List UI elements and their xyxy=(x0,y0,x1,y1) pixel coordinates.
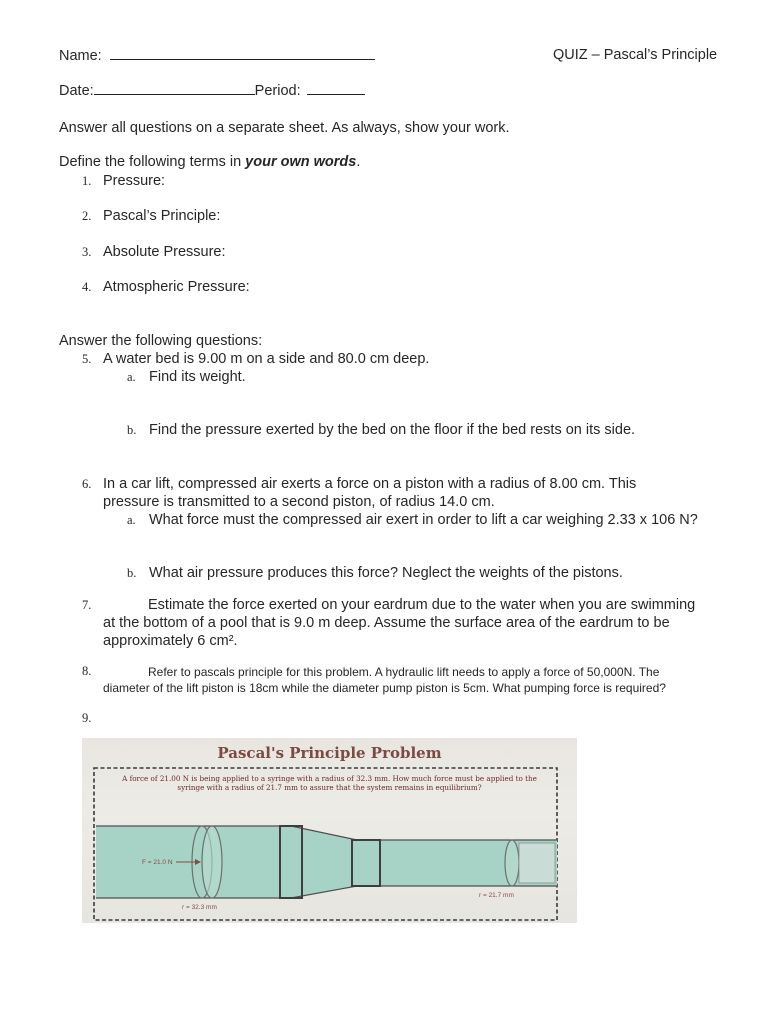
define-heading xyxy=(59,153,360,171)
question-7-line-2: at the bottom of a pool that is 9.0 m deep. Assume the surface area of the eardrum to be xyxy=(103,615,670,631)
questions-heading: Answer the following questions: xyxy=(59,333,263,349)
date-period-row xyxy=(59,81,365,100)
question-7-number: 7. xyxy=(82,598,92,612)
question-text: A water bed is 9.00 m on a side and 80.0 cm deep. xyxy=(103,351,430,367)
term-1 xyxy=(82,172,165,190)
term-2 xyxy=(82,207,220,225)
question-5 xyxy=(82,350,429,368)
term-number: 4. xyxy=(82,280,92,294)
quiz-title: QUIZ – Pascal’s Principle xyxy=(553,47,718,63)
date-blank[interactable] xyxy=(94,81,255,95)
photo-problem-text: A force of 21.00 N is being applied to a syringe with a radius of 32.3 mm. How much force must be applied to the syringe with a radius of 21.7 mm to assure that the system remains in equilibrium? xyxy=(122,774,537,792)
name-label: Name: xyxy=(59,48,102,64)
question-text-line-1: In a car lift, compressed air exerts a force on a piston with a radius of 8.00 cm. This xyxy=(103,476,637,492)
date-label: Date: xyxy=(59,83,94,99)
question-8-line-2: diameter of the lift piston is 18cm while the diameter pump piston is 5cm. What pumping force is required? xyxy=(103,681,666,695)
subpart-text: Find the pressure exerted by the bed on the floor if the bed rests on its side. xyxy=(149,422,636,438)
question-5b xyxy=(127,421,635,439)
syringe-problem-photo xyxy=(82,738,577,923)
question-7-line-3: approximately 6 cm². xyxy=(103,633,238,649)
subpart-text: What force must the compressed air exert in order to lift a car weighing 2.33 x 106 N? xyxy=(149,512,698,528)
term-text: Atmospheric Pressure: xyxy=(103,279,250,295)
term-3 xyxy=(82,243,226,261)
force-label: F = 21.0 N xyxy=(142,859,173,866)
period-label: Period: xyxy=(254,83,301,99)
question-9-number: 9. xyxy=(82,711,92,725)
subpart-letter: b. xyxy=(127,423,137,437)
left-radius-label: r = 32.3 mm xyxy=(182,904,217,911)
define-suffix: . xyxy=(356,154,361,170)
term-number: 2. xyxy=(82,209,92,223)
question-6a xyxy=(127,511,698,529)
term-text: Pascal’s Principle: xyxy=(103,208,221,224)
question-number: 5. xyxy=(82,352,92,366)
question-6b xyxy=(127,564,623,582)
term-text: Pressure: xyxy=(103,173,166,189)
subpart-letter: a. xyxy=(127,370,136,384)
question-8-number: 8. xyxy=(82,664,92,678)
term-number: 1. xyxy=(82,174,92,188)
term-number: 3. xyxy=(82,245,92,259)
name-blank[interactable] xyxy=(110,46,375,60)
define-prefix: Define the following terms in xyxy=(59,154,246,170)
subpart-text: Find its weight. xyxy=(149,369,246,385)
question-number: 6. xyxy=(82,477,92,491)
subpart-letter: b. xyxy=(127,566,137,580)
question-5a xyxy=(127,368,246,386)
question-7-line-1: Estimate the force exerted on your eardrum due to the water when you are swimming xyxy=(148,597,696,613)
term-text: Absolute Pressure: xyxy=(103,244,226,260)
right-radius-label: r = 21.7 mm xyxy=(479,892,514,899)
left-piston-face xyxy=(202,826,222,898)
instructions: Answer all questions on a separate sheet. As always, show your work. xyxy=(59,120,510,136)
question-8-line-1: Refer to pascals principle for this problem. A hydraulic lift needs to apply a force of 50,000N. The xyxy=(148,665,660,679)
question-6 xyxy=(82,475,636,493)
period-blank[interactable] xyxy=(307,81,365,95)
syringe-diagram xyxy=(82,738,577,923)
right-piston-face xyxy=(505,840,519,886)
question-text-line-2: pressure is transmitted to a second piston, of radius 14.0 cm. xyxy=(103,494,495,510)
photo-title: Pascal's Principle Problem xyxy=(217,744,442,762)
define-emphasis: your own words xyxy=(245,154,357,170)
subpart-letter: a. xyxy=(127,513,136,527)
name-field[interactable] xyxy=(59,46,375,65)
term-4 xyxy=(82,278,250,296)
subpart-text: What air pressure produces this force? Neglect the weights of the pistons. xyxy=(149,565,623,581)
right-plunger xyxy=(519,843,555,883)
